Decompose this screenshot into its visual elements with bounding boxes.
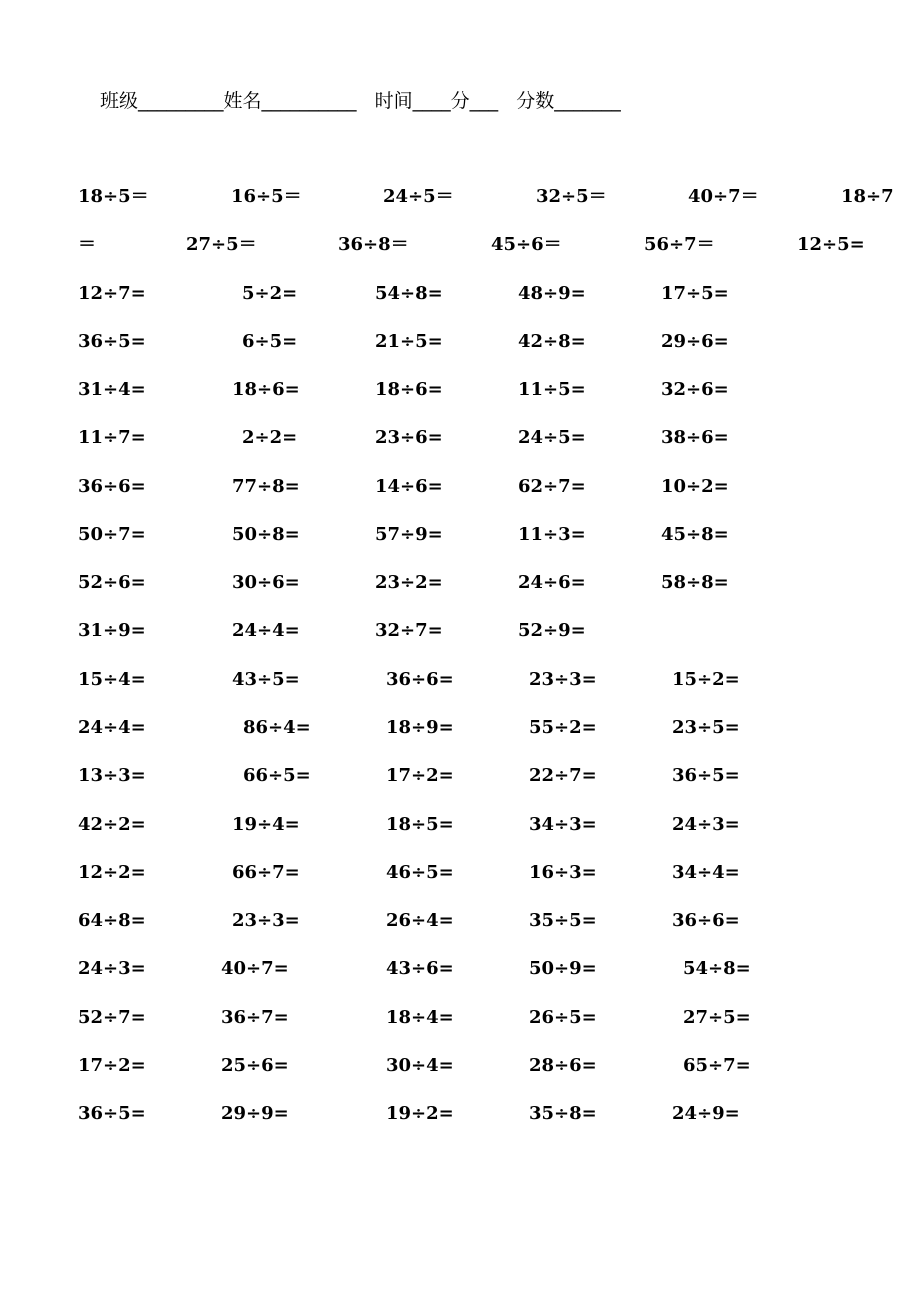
problem-item: 25÷6=	[221, 1055, 289, 1076]
problem-item: 11÷5=	[518, 379, 586, 400]
problem-item: 52÷7=	[78, 1007, 146, 1028]
problem-item: 77÷8=	[232, 476, 300, 497]
problem-item: 12÷7=	[78, 283, 146, 304]
problem-item: 6÷5=	[242, 331, 298, 352]
problem-item: 50÷8=	[232, 524, 300, 545]
problem-item: 27÷5＝	[186, 234, 257, 255]
problem-item: 29÷9=	[221, 1103, 289, 1124]
problem-item: 18÷5=	[386, 814, 454, 835]
problem-item: 31÷4=	[78, 379, 146, 400]
problem-item: 2÷2=	[242, 427, 298, 448]
problem-item: 18÷6=	[232, 379, 300, 400]
problem-item: 36÷6=	[78, 476, 146, 497]
problem-item: 29÷6=	[661, 331, 729, 352]
problem-item: 18÷9=	[386, 717, 454, 738]
problem-item: 86÷4=	[243, 717, 311, 738]
worksheet-header: 班级_________姓名__________ 时间____分___ 分数_______	[100, 90, 621, 112]
problem-item: 43÷5=	[232, 669, 300, 690]
problem-item: 16÷3=	[529, 862, 597, 883]
problem-item: 52÷6=	[78, 572, 146, 593]
problem-item: 50÷9=	[529, 958, 597, 979]
problem-item: 54÷8=	[375, 283, 443, 304]
problem-item: 36÷8＝	[338, 234, 409, 255]
problem-item: 36÷7=	[221, 1007, 289, 1028]
problem-item: 31÷9=	[78, 620, 146, 641]
problem-item: 34÷4=	[672, 862, 740, 883]
problem-item: 15÷2=	[672, 669, 740, 690]
problem-item: 22÷7=	[529, 765, 597, 786]
problem-item: 30÷4=	[386, 1055, 454, 1076]
problem-item: 43÷6=	[386, 958, 454, 979]
problem-item: 24÷3=	[78, 958, 146, 979]
problem-item: 50÷7=	[78, 524, 146, 545]
problem-item: 19÷4=	[232, 814, 300, 835]
problem-item: 65÷7=	[683, 1055, 751, 1076]
problem-item: 56÷7＝	[644, 234, 715, 255]
problem-item: ＝	[78, 234, 96, 255]
problem-item: 27÷5=	[683, 1007, 751, 1028]
problem-item: 45÷8=	[661, 524, 729, 545]
problem-item: 17÷2=	[78, 1055, 146, 1076]
problem-item: 18÷6=	[375, 379, 443, 400]
problem-item: 11÷7=	[78, 427, 146, 448]
problem-item: 17÷2=	[386, 765, 454, 786]
problem-item: 30÷6=	[232, 572, 300, 593]
problem-item: 42÷8=	[518, 331, 586, 352]
problem-item: 24÷4=	[232, 620, 300, 641]
problem-item: 35÷8=	[529, 1103, 597, 1124]
problem-item: 13÷3=	[78, 765, 146, 786]
problem-item: 15÷4=	[78, 669, 146, 690]
problem-item: 36÷5=	[78, 331, 146, 352]
problem-item: 26÷5=	[529, 1007, 597, 1028]
problem-item: 55÷2=	[529, 717, 597, 738]
problem-item: 24÷5＝	[383, 186, 454, 207]
problem-item: 40÷7＝	[688, 186, 759, 207]
problem-item: 24÷3=	[672, 814, 740, 835]
problem-item: 23÷6=	[375, 427, 443, 448]
problem-item: 23÷5=	[672, 717, 740, 738]
problem-item: 28÷6=	[529, 1055, 597, 1076]
problem-item: 36÷5=	[78, 1103, 146, 1124]
problem-item: 12÷5=	[797, 234, 865, 255]
problem-item: 21÷5=	[375, 331, 443, 352]
problem-item: 46÷5=	[386, 862, 454, 883]
problem-item: 48÷9=	[518, 283, 586, 304]
problem-item: 66÷7=	[232, 862, 300, 883]
problem-item: 19÷2=	[386, 1103, 454, 1124]
problem-item: 64÷8=	[78, 910, 146, 931]
problem-item: 18÷4=	[386, 1007, 454, 1028]
problem-item: 40÷7=	[221, 958, 289, 979]
problem-item: 54÷8=	[683, 958, 751, 979]
problem-item: 24÷6=	[518, 572, 586, 593]
problem-item: 12÷2=	[78, 862, 146, 883]
problem-item: 32÷6=	[661, 379, 729, 400]
problem-item: 32÷7=	[375, 620, 443, 641]
problem-item: 24÷4=	[78, 717, 146, 738]
problem-item: 26÷4=	[386, 910, 454, 931]
problem-item: 34÷3=	[529, 814, 597, 835]
problem-item: 36÷6=	[386, 669, 454, 690]
problem-item: 5÷2=	[242, 283, 298, 304]
problem-item: 24÷9=	[672, 1103, 740, 1124]
problem-item: 45÷6＝	[491, 234, 562, 255]
problem-item: 17÷5=	[661, 283, 729, 304]
problem-item: 23÷3=	[232, 910, 300, 931]
problem-item: 24÷5=	[518, 427, 586, 448]
problem-item: 23÷3=	[529, 669, 597, 690]
problem-item: 58÷8=	[661, 572, 729, 593]
problem-item: 35÷5=	[529, 910, 597, 931]
problem-item: 18÷5＝	[78, 186, 149, 207]
problem-item: 52÷9=	[518, 620, 586, 641]
problem-item: 42÷2=	[78, 814, 146, 835]
problem-item: 36÷6=	[672, 910, 740, 931]
problem-item: 36÷5=	[672, 765, 740, 786]
problem-item: 14÷6=	[375, 476, 443, 497]
problem-item: 18÷7	[841, 186, 894, 207]
problem-item: 11÷3=	[518, 524, 586, 545]
problem-item: 38÷6=	[661, 427, 729, 448]
problem-item: 66÷5=	[243, 765, 311, 786]
problem-item: 32÷5＝	[536, 186, 607, 207]
problem-item: 16÷5＝	[231, 186, 302, 207]
problem-item: 10÷2=	[661, 476, 729, 497]
problem-item: 23÷2=	[375, 572, 443, 593]
problem-item: 57÷9=	[375, 524, 443, 545]
problem-item: 62÷7=	[518, 476, 586, 497]
